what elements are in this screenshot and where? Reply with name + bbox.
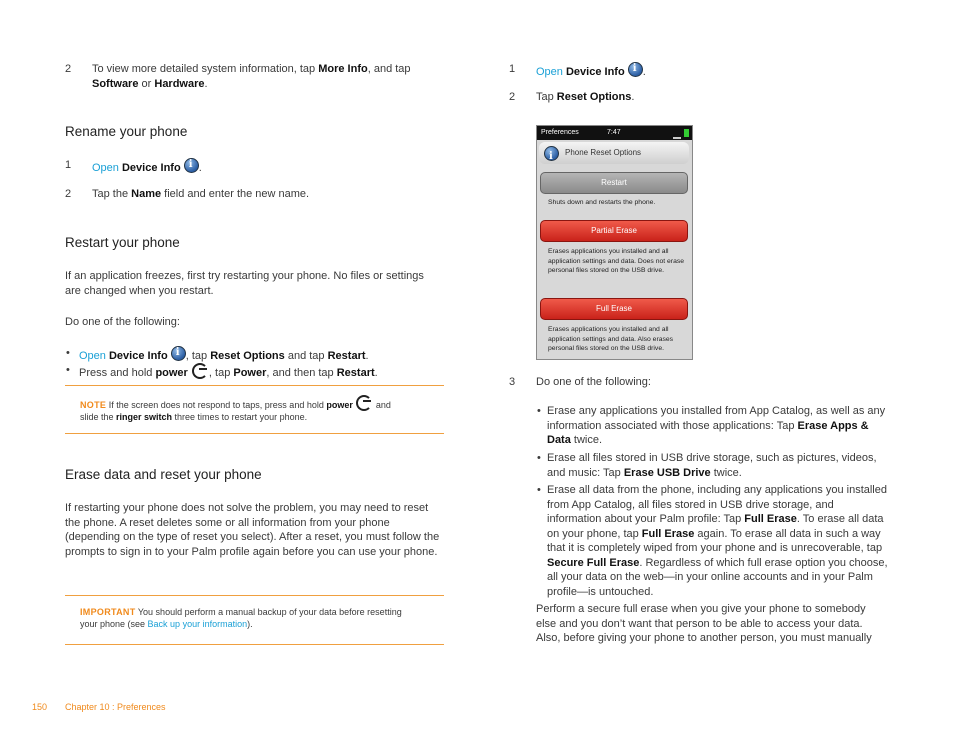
section-heading-rename: Rename your phone bbox=[65, 124, 188, 139]
device-info-icon bbox=[171, 346, 186, 361]
status-bar: Preferences 7:47 bbox=[537, 126, 692, 140]
important-label: IMPORTANT bbox=[80, 607, 136, 617]
chapter-label: Chapter 10 : Preferences bbox=[65, 702, 166, 712]
step-open-device-info: Open Device Info i . bbox=[92, 158, 202, 176]
step-number: 2 bbox=[509, 91, 516, 103]
restart-option-power: Press and hold power , tap Power, and then tap Restart. bbox=[79, 363, 378, 381]
restart-option-device-info: Open Device Info i , tap Reset Options and tap Restart. bbox=[79, 346, 369, 364]
open-link[interactable]: Open bbox=[92, 162, 119, 174]
bullet: • bbox=[537, 484, 541, 496]
partial-erase-desc: Erases applications you installed and all application settings and data. Does not erase personal files stored on the USB drive. bbox=[548, 248, 685, 274]
restart-instruction: Do one of the following: bbox=[65, 316, 180, 328]
section-heading-erase: Erase data and reset your phone bbox=[65, 467, 262, 482]
note-box: NOTE If the screen does not respond to taps, press and hold power and slide the ringer switch three times to restart your phone. bbox=[80, 395, 440, 423]
phone-screenshot bbox=[536, 125, 693, 360]
device-info-icon bbox=[184, 158, 199, 173]
device-info-icon bbox=[628, 62, 643, 77]
important-top-rule bbox=[65, 595, 444, 596]
bullet: • bbox=[537, 405, 541, 417]
important-box: IMPORTANT You should perform a manual backup of your data before resetting your phone (see Back up your information). bbox=[80, 607, 402, 629]
step-number: 1 bbox=[65, 159, 72, 171]
bullet: • bbox=[537, 452, 541, 464]
signal-icon bbox=[673, 129, 681, 139]
step-reset-options: Tap Reset Options. bbox=[536, 91, 635, 103]
erase-paragraph: If restarting your phone does not solve the problem, you may need to reset the phone. A reset deletes some or all information from your phone (depending on the type of reset you select). After a reset, you must follow the prompts to sign in to your Palm profile again before you can use your phone. bbox=[65, 502, 440, 558]
restart-desc: Shuts down and restarts the phone. bbox=[548, 199, 656, 206]
important-bottom-rule bbox=[65, 644, 444, 645]
step-do-one: Do one of the following: bbox=[536, 376, 651, 388]
note-bottom-rule bbox=[65, 433, 444, 434]
erase-usb-option: Erase all files stored in USB drive storage, such as pictures, videos, and music: Tap Erase USB Drive twice. bbox=[547, 452, 877, 479]
power-icon bbox=[192, 363, 208, 379]
step-number: 1 bbox=[509, 63, 516, 75]
restart-paragraph: If an application freezes, first try restarting your phone. No files or settings are changed when you restart. bbox=[65, 270, 424, 297]
erase-apps-option: Erase any applications you installed from App Catalog, as well as any information associated with those applications: Tap Erase Apps & Data twice. bbox=[547, 405, 886, 446]
section-heading-restart: Restart your phone bbox=[65, 235, 180, 250]
step-number: 3 bbox=[509, 376, 516, 388]
note-top-rule bbox=[65, 385, 444, 386]
step-open-device-info: Open Device Info i . bbox=[536, 62, 646, 80]
bullet: • bbox=[66, 347, 70, 359]
backup-link[interactable]: Back up your information bbox=[147, 619, 248, 629]
full-erase-option: Erase all data from the phone, including any applications you installed from App Catalog, all files stored in USB drive storage, and information about your Palm profile: Tap Full Erase. To erase all data on your phone, tap Full Erase again. To erase all data in such a way that it is completely wiped from your phone and is unrecoverable, tap Secure Full Erase. Regardless of which full erase option you choose, all your data on the web—in your online accounts and in your Palm profile—is untouched. bbox=[547, 484, 888, 598]
device-info-icon bbox=[544, 146, 559, 161]
full-erase-button[interactable]: Full Erase bbox=[540, 298, 688, 320]
step-number: 2 bbox=[65, 63, 72, 75]
partial-erase-button[interactable]: Partial Erase bbox=[540, 220, 688, 242]
battery-icon bbox=[684, 129, 689, 137]
secure-erase-paragraph: Perform a secure full erase when you give your phone to somebody else and you don’t want that person to be able to access your data. Also, before giving your phone to another person, you must manually bbox=[536, 603, 872, 644]
step-name-field: Tap the Name field and enter the new name. bbox=[92, 188, 310, 200]
page-number: 150 bbox=[32, 702, 48, 712]
restart-button[interactable]: Restart bbox=[540, 172, 688, 194]
power-icon bbox=[356, 395, 372, 411]
open-link[interactable]: Open bbox=[79, 350, 106, 362]
open-link[interactable]: Open bbox=[536, 66, 563, 78]
step-more-info: To view more detailed system information, tap More Info, and tap Software or Hardware. bbox=[92, 63, 411, 90]
full-erase-desc: Erases applications you installed and all application settings and data. Also erases personal files stored on the USB drive. bbox=[548, 326, 674, 352]
note-label: NOTE bbox=[80, 400, 107, 410]
bullet: • bbox=[66, 364, 70, 376]
step-number: 2 bbox=[65, 188, 72, 200]
reset-options-header: i Phone Reset Options bbox=[539, 142, 689, 164]
